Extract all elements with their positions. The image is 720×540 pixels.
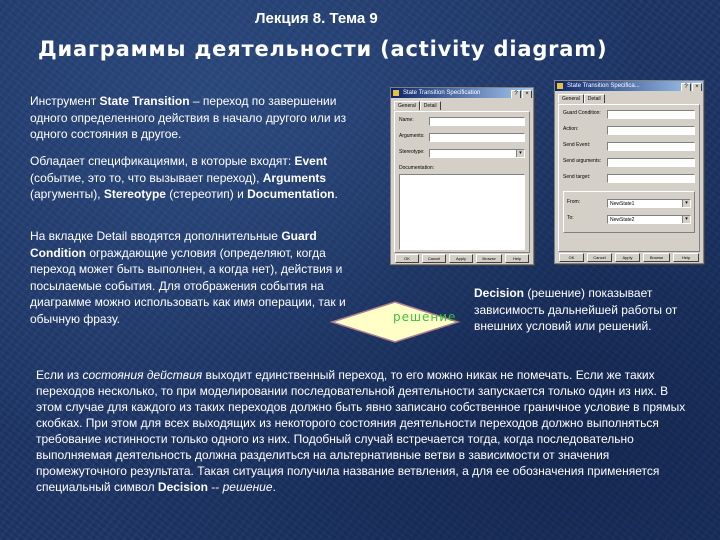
close-icon[interactable]: × xyxy=(692,83,702,91)
help-button[interactable]: Help xyxy=(505,254,529,263)
send-target-input[interactable] xyxy=(607,174,695,183)
field-label-send-event: Send Event: xyxy=(563,142,591,148)
field-row-send-event xyxy=(563,141,695,150)
tab-general[interactable]: General xyxy=(558,94,584,103)
field-label-send-arguments: Send arguments: xyxy=(563,158,602,164)
text: Инструмент xyxy=(30,94,100,108)
action-input[interactable] xyxy=(607,126,695,135)
from-row xyxy=(567,198,691,207)
term-arguments: Arguments xyxy=(262,170,327,185)
text: Если из xyxy=(36,368,83,382)
term-decision: Decision xyxy=(474,286,525,300)
tab-detail[interactable]: Detail xyxy=(420,101,441,110)
tab-general[interactable]: General xyxy=(394,101,420,110)
lecture-heading: Лекция 8. Тема 9 xyxy=(255,10,378,27)
dialog-tabs xyxy=(394,101,530,110)
from-label: From: xyxy=(567,199,581,205)
term-event: Event xyxy=(294,154,328,168)
stereotype-combo[interactable] xyxy=(429,149,525,158)
field-label-guard-condition: Guard Condition: xyxy=(563,110,601,116)
dialog-title: State Transition Specification xyxy=(403,90,481,96)
name-input[interactable] xyxy=(429,117,525,126)
chevron-down-icon[interactable]: ▾ xyxy=(682,200,690,207)
term-stereotype: Stereotype xyxy=(103,187,166,201)
paragraph-state-transition xyxy=(30,93,360,143)
from-state-value: NewState1 xyxy=(610,201,635,207)
term-guard-condition: Guard Condition xyxy=(30,229,317,260)
field-row-action xyxy=(563,125,695,134)
dialog-title: State Transition Specifica... xyxy=(567,83,640,89)
arguments-input[interactable] xyxy=(429,133,525,142)
tab-panel xyxy=(394,111,530,253)
from-state-combo[interactable] xyxy=(607,199,691,208)
term-reshenie: решение xyxy=(222,480,273,494)
to-row xyxy=(567,214,691,223)
documentation-row xyxy=(399,164,525,173)
field-label-send-target: Send target: xyxy=(563,174,591,180)
close-icon[interactable]: × xyxy=(522,90,532,98)
chevron-down-icon[interactable]: ▾ xyxy=(682,216,690,223)
cancel-button[interactable]: Cancel xyxy=(422,254,446,263)
paragraph-branching xyxy=(36,367,696,495)
field-row-stereotype xyxy=(399,148,525,157)
field-row-send-target xyxy=(563,173,695,182)
paragraph-specifications xyxy=(30,153,360,203)
send-event-input[interactable] xyxy=(607,142,695,151)
text: (решение) показывает зависимость дальнейшей работы от внешних условий или решений. xyxy=(474,286,678,333)
state-transition-dialog-general xyxy=(390,87,534,265)
decision-label: решение xyxy=(393,310,457,324)
text: . xyxy=(334,187,338,201)
window-buttons xyxy=(510,89,532,97)
documentation-label: Documentation: xyxy=(399,165,435,171)
to-state-combo[interactable] xyxy=(607,215,691,224)
text: (стереотип) и xyxy=(165,187,248,201)
field-row-name xyxy=(399,116,525,125)
apply-button[interactable]: Apply xyxy=(449,254,473,263)
ok-button[interactable]: OK xyxy=(395,254,419,263)
app-icon xyxy=(393,90,399,96)
help-button[interactable]: Help xyxy=(673,253,699,262)
to-label: To: xyxy=(567,215,574,221)
tab-detail[interactable]: Detail xyxy=(584,94,605,103)
term-decision: Decision xyxy=(157,480,208,494)
browse-button[interactable]: Browse xyxy=(476,254,502,263)
term-action-state: состояния действия xyxy=(82,368,203,382)
field-label-stereotype: Stereotype: xyxy=(399,149,425,155)
chevron-down-icon[interactable]: ▾ xyxy=(516,150,524,157)
text: (событие, это то, что вызывает переход), xyxy=(30,170,263,185)
paragraph-decision xyxy=(474,285,704,335)
text: ограждающие условия (определяют, когда переход может быть выполнен, а когда нет), действия и посылаемые события. Для отображения события на диаграмме можно использовать как имя операции, так и обычную фразу. xyxy=(30,245,346,326)
guard-condition-input[interactable] xyxy=(607,110,695,119)
term-state-transition: State Transition xyxy=(99,94,190,108)
text: Обладает спецификациями, в которые входят: xyxy=(30,154,295,168)
to-state-value: NewState2 xyxy=(610,217,635,223)
dialog-titlebar xyxy=(391,88,533,98)
help-window-button[interactable]: ? xyxy=(681,83,691,91)
help-window-button[interactable]: ? xyxy=(511,90,521,98)
cancel-button[interactable]: Cancel xyxy=(587,253,612,262)
text: На вкладке Detail вводятся дополнительные xyxy=(30,229,282,243)
text: -- xyxy=(207,480,223,494)
field-label-name: Name: xyxy=(399,117,414,123)
term-documentation: Documentation xyxy=(247,187,335,201)
text: (аргументы), xyxy=(30,187,104,201)
field-row-guard-condition xyxy=(563,109,695,118)
dialog-tabs xyxy=(558,94,700,103)
paragraph-detail-tab xyxy=(30,228,348,327)
window-buttons xyxy=(680,82,702,90)
text: . xyxy=(272,480,276,494)
app-icon xyxy=(557,83,563,89)
tab-panel xyxy=(558,104,700,252)
field-label-arguments: Arguments: xyxy=(399,133,425,139)
field-row-arguments xyxy=(399,132,525,141)
page-title: Диаграммы деятельности (activity diagram) xyxy=(38,37,608,61)
transition-group xyxy=(563,191,695,233)
ok-button[interactable]: OK xyxy=(559,253,584,262)
text: – переход по завершении одного определенного действия в начало другого или из одного состояния в другое. xyxy=(30,94,347,141)
state-transition-dialog-detail xyxy=(554,80,704,264)
text: выходит единственный переход, то его можно никак не помечать. Если же таких переходов несколько, то при моделировании последовательной деятельности запускается только один из них. В этом случае для каждого из таких переходов должно быть явно записано собственное граничное условие в прямых скобках. При этом для всех выходящих из некоторого состояния деятельности переходов должно выполняться требование истинности только одного из них. Подобный случай встречается тогда, когда последовательно выполняемая деятельность должна разделиться на альтернативные ветви в зависимости от значения промежуточного результата. Такая ситуация получила название ветвления, а для ее обозначения применяется специальный символ xyxy=(36,368,686,494)
browse-button[interactable]: Browse xyxy=(643,253,670,262)
send-arguments-input[interactable] xyxy=(607,158,695,167)
apply-button[interactable]: Apply xyxy=(615,253,640,262)
field-label-action: Action: xyxy=(563,126,579,132)
field-row-send-arguments xyxy=(563,157,695,166)
dialog-titlebar xyxy=(555,81,703,91)
documentation-textarea[interactable] xyxy=(399,174,525,250)
